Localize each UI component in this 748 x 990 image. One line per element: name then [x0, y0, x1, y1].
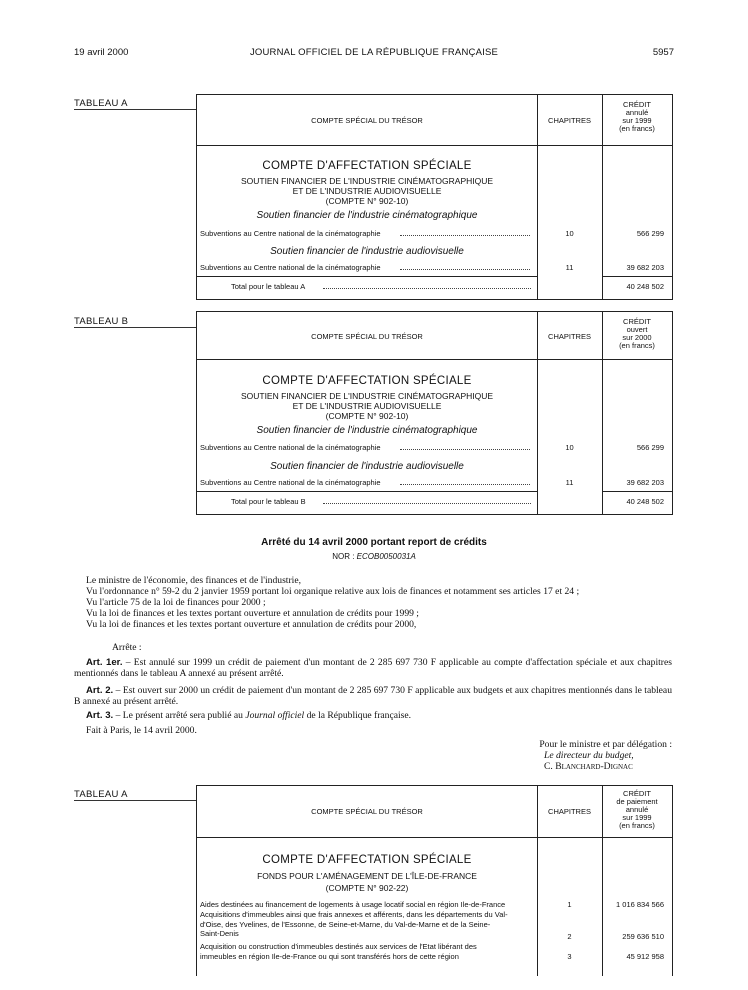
account-name: FONDS POUR L'AMÉNAGEMENT DE L'ÎLE-DE-FRANCE (COMPTE N° 902-22)	[257, 871, 477, 893]
table-a2	[196, 785, 673, 976]
section-title-audiovisual: Soutien financier de l'industrie audiovisuelle	[270, 461, 464, 472]
table-row: Acquisition ou construction d'immeubles destinés aux services de l'Etat libérant des immeubles en région Ile-de-France ou qui sont transférés hors de cette région	[200, 942, 477, 961]
decree-arrete: Arrête :	[112, 642, 142, 653]
col-header-account: COMPTE SPÉCIAL DU TRÉSOR	[311, 807, 423, 816]
account-type-title: COMPTE D'AFFECTATION SPÉCIALE	[262, 160, 472, 172]
col-header-account: COMPTE SPÉCIAL DU TRÉSOR	[311, 116, 423, 125]
amount: 259 636 510	[622, 932, 664, 941]
total-amount: 40 248 502	[626, 497, 664, 506]
col-header-chapters: CHAPITRES	[548, 332, 591, 341]
table-row: Subventions au Centre national de la cinématographie	[200, 229, 534, 238]
section-title-cinema: Soutien financier de l'industrie cinématographique	[256, 210, 478, 221]
account-name: SOUTIEN FINANCIER DE L'INDUSTRIE CINÉMATOGRAPHIQUE ET DE L'INDUSTRIE AUDIOVISUELLE (COMPTE N° 902-10)	[240, 176, 494, 206]
table-a2-label: TABLEAU A	[74, 789, 128, 800]
table-row: Acquisitions d'immeubles ainsi que frais annexes et afférents, dans les départements du Val- d'Oise, des Yvelines, de l'Essonne, de Seine-et-Marne, du Val-de-Marne et de la Seine- Saint-Denis	[200, 910, 508, 938]
signature-block: Pour le ministre et par délégation : Le directeur du budget, C. Blanchard-Dignac	[539, 739, 672, 772]
amount: 566 299	[636, 443, 664, 452]
chapter-number: 10	[565, 443, 574, 452]
section-title-cinema: Soutien financier de l'industrie cinématographique	[256, 425, 478, 436]
table-a1	[196, 94, 673, 300]
account-type-title: COMPTE D'AFFECTATION SPÉCIALE	[262, 375, 472, 387]
article-3: Art. 3. – Le présent arrêté sera publié au Journal officiel de la République française.	[86, 710, 412, 721]
nor-reference: NOR : ECOB0050031A	[332, 552, 416, 561]
decree-title: Arrêté du 14 avril 2000 portant report de crédits	[261, 537, 487, 548]
table-a1-label: TABLEAU A	[74, 98, 128, 109]
page-header	[74, 47, 674, 61]
col-header-chapters: CHAPITRES	[548, 807, 591, 816]
chapter-number: 11	[565, 478, 574, 487]
col-header-credit: CRÉDIT annulé sur 1999 (en francs)	[619, 100, 655, 133]
total-amount: 40 248 502	[626, 282, 664, 291]
col-header-account: COMPTE SPÉCIAL DU TRÉSOR	[311, 332, 423, 341]
amount: 566 299	[636, 229, 664, 238]
total-row: Total pour le tableau A	[231, 282, 531, 291]
article-1: Art. 1er. – Est annulé sur 1999 un crédit de paiement d'un montant de 2 285 697 730 F applicable au compte d'affectation spéciale et aux chapitres mentionnés dans le tableau A annexé au présent arrêté.	[74, 657, 672, 679]
header-date: 19 avril 2000	[74, 47, 129, 58]
decree-intro: Le ministre de l'économie, des finances et de l'industrie, Vu l'ordonnance n° 59-2 du 2 janvier 1959 portant loi organique relative aux lois de finances et notamment ses articles 17 et 24 ; Vu l'article 75 de la loi de finances pour 2000 ; Vu la loi de finances et les textes portant ouverture et annulation de crédits pour 1999 ; Vu la loi de finances et les textes portant ouverture et annulation de crédits pour 2000,	[86, 575, 580, 630]
article-2: Art. 2. – Est ouvert sur 2000 un crédit de paiement d'un montant de 2 285 697 730 F applicable aux budgets et aux chapitres mentionnés dans le tableau B annexé au présent arrêté.	[74, 685, 672, 707]
account-type-title: COMPTE D'AFFECTATION SPÉCIALE	[262, 854, 472, 866]
chapter-number: 1	[567, 900, 572, 909]
col-header-credit: CRÉDIT de paiement annulé sur 1999 (en francs)	[616, 789, 658, 830]
chapter-number: 2	[567, 932, 572, 941]
section-title-audiovisual: Soutien financier de l'industrie audiovisuelle	[270, 246, 464, 257]
table-row: Subventions au Centre national de la cinématographie	[200, 478, 534, 487]
journal-title: JOURNAL OFFICIEL DE LA RÉPUBLIQUE FRANÇAISE	[249, 47, 499, 58]
amount: 45 912 958	[626, 952, 664, 961]
amount: 39 682 203	[626, 263, 664, 272]
table-row: Subventions au Centre national de la cinématographie	[200, 443, 534, 452]
table-row: Aides destinées au financement de logements à usage locatif social en région Ile-de-France	[200, 900, 506, 909]
col-header-chapters: CHAPITRES	[548, 116, 591, 125]
table-row: Subventions au Centre national de la cinématographie	[200, 263, 534, 272]
chapter-number: 10	[565, 229, 574, 238]
account-name: SOUTIEN FINANCIER DE L'INDUSTRIE CINÉMATOGRAPHIQUE ET DE L'INDUSTRIE AUDIOVISUELLE (COMPTE N° 902-10)	[240, 391, 494, 421]
page-number: 5957	[652, 47, 674, 58]
chapter-number: 3	[567, 952, 572, 961]
amount: 39 682 203	[626, 478, 664, 487]
decree-date: Fait à Paris, le 14 avril 2000.	[86, 725, 197, 736]
col-header-credit: CRÉDIT ouvert sur 2000 (en francs)	[619, 317, 655, 350]
table-b	[196, 311, 673, 515]
chapter-number: 11	[565, 263, 574, 272]
table-b-label: TABLEAU B	[74, 316, 128, 327]
amount: 1 016 834 566	[616, 900, 664, 909]
total-row: Total pour le tableau B	[231, 497, 531, 506]
